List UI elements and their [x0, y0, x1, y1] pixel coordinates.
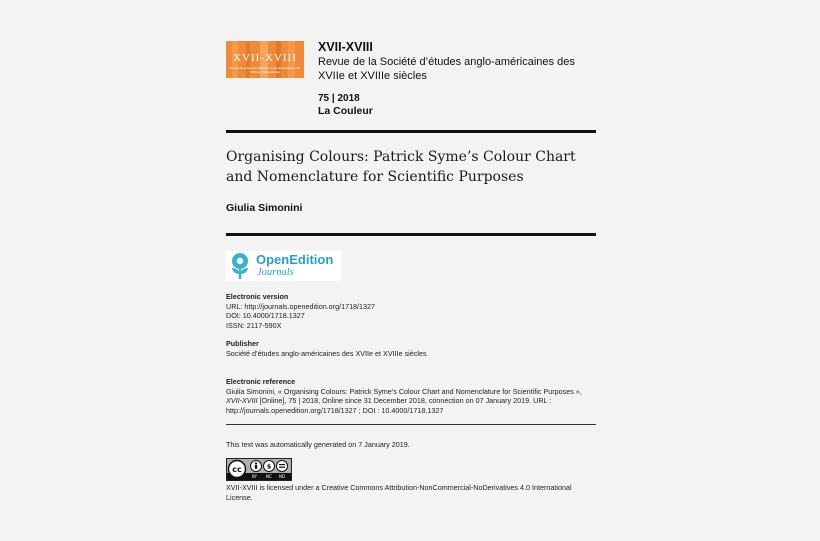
publisher-section: [226, 339, 596, 358]
cc-by-nc-nd-icon[interactable]: [226, 458, 292, 481]
publisher-label: Publisher: [226, 339, 259, 348]
article-title: Organising Colours: Patrick Syme’s Colour Chart and Nomenclature for Scientific Purposes: [226, 149, 576, 185]
journal-header: [318, 40, 598, 83]
electronic-version-url[interactable]: URL: http://journals.openedition.org/1718/1327: [226, 301, 376, 311]
issue-info: [318, 93, 373, 117]
publisher-value: Société d’études anglo-américaines des XVIIe et XVIIIe siècles: [226, 348, 427, 358]
logo-subtitle: Revue de la Société d'études anglo-américaines des XVIIe et XVIIIe siècles: [230, 66, 300, 74]
svg-text:$: $: [266, 462, 272, 471]
logo-title: XVII-XVIII: [233, 52, 297, 64]
electronic-version: [226, 292, 596, 330]
journal-subtitle: Revue de la Société d’études anglo-américaines des XVIIe et XVIIIe siècles: [318, 56, 575, 82]
electronic-version-label: Electronic version: [226, 292, 289, 301]
openedition-sub: Journals: [257, 267, 294, 278]
svg-text:cc: cc: [232, 465, 242, 474]
openedition-flower-icon: [228, 252, 252, 280]
electronic-reference: [226, 377, 596, 415]
openedition-name: OpenEdition: [256, 252, 334, 267]
electronic-reference-label: Electronic reference: [226, 377, 296, 386]
generated-note: This text was automatically generated on 7 January 2019.: [226, 440, 410, 449]
issue-number: 75 | 2018: [318, 93, 360, 104]
electronic-version-doi[interactable]: DOI: 10.4000/1718.1327: [226, 311, 305, 320]
openedition-logo: [226, 251, 341, 281]
divider-middle: [226, 233, 596, 236]
electronic-reference-text: [226, 387, 596, 416]
cc-label-by: BY: [252, 474, 257, 479]
cc-label-nd: ND: [279, 474, 286, 479]
reference-text-end: [Online], 75 | 2018, Online since 31 December 2018, connection on 07 January 2019. URL : http://journals.openedition.org/1718/1327 ; DOI : 10.4000/1718.1327: [226, 396, 552, 415]
cc-label-nc: NC: [266, 474, 272, 479]
electronic-version-issn: ISSN: 2117-590X: [226, 320, 282, 330]
journal-title: XVII-XVIII: [318, 40, 373, 54]
issue-theme: La Couleur: [318, 105, 373, 117]
reference-text-start: Giulia Simonini, « Organising Colours: Patrick Syme’s Colour Chart and Nomenclature for Scientific Purposes »,: [226, 386, 582, 396]
license-text: XVII-XVIII is licensed under a Creative Commons Attribution-NonCommercial-NoDerivatives 4.0 International License.: [226, 483, 572, 502]
reference-journal: XVII-XVIII: [226, 396, 258, 405]
article-author: Giulia Simonini: [226, 202, 303, 214]
journal-logo: [226, 41, 304, 78]
divider-bottom: [226, 424, 596, 425]
divider-top: [226, 130, 596, 133]
